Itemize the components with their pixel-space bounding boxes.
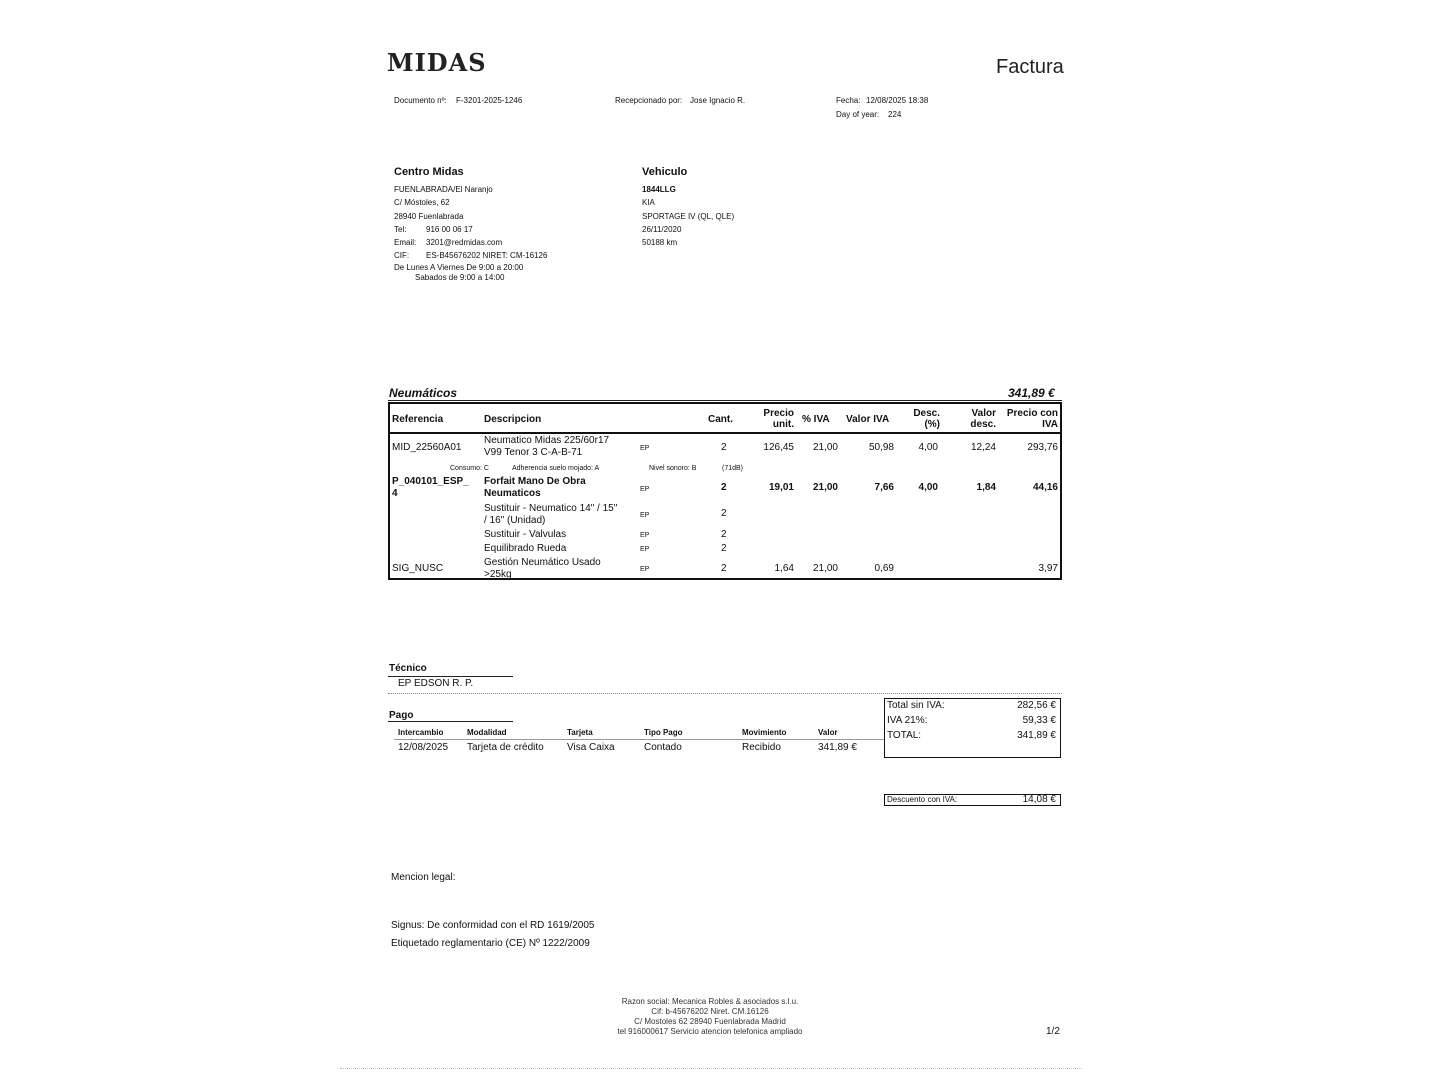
pago-header-tipo-pago: Tipo Pago — [644, 728, 683, 737]
header-desc — [902, 408, 940, 430]
row6-desc2: >25kg — [484, 569, 512, 580]
centro-info — [394, 183, 547, 263]
header-referencia: Referencia — [392, 414, 444, 425]
pago-movimiento: Recibido — [742, 742, 781, 753]
header-valor-iva: Valor IVA — [846, 414, 890, 425]
label-nivel-sonoro: Nivel sonoro: B — [649, 465, 697, 472]
row1-desc: 4,00 — [918, 442, 938, 453]
header-precio-2: unit. — [772, 419, 794, 430]
centro-line2: C/ Móstoles, 62 — [394, 198, 450, 208]
centro-heading: Centro Midas — [394, 166, 464, 178]
descuento-value: 14,08 € — [1022, 794, 1056, 805]
pago-header-movimiento: Movimiento — [742, 728, 787, 737]
row6-desc1: Gestión Neumático Usado — [484, 557, 601, 568]
footer-line1: Razon social: Mecanica Robles & asociados s.l.u. — [621, 997, 799, 1006]
row1-cant: 2 — [721, 442, 727, 453]
row5-ep: EP — [640, 546, 650, 553]
centro-hours-weekday: De Lunes A Viernes De 9:00 a 20:00 — [394, 263, 524, 272]
doc-number-label: Documento nº: — [394, 96, 447, 105]
row5-cant: 2 — [721, 543, 727, 554]
row6-cant: 2 — [721, 563, 727, 574]
vehiculo-heading: Vehiculo — [642, 166, 688, 178]
row4-desc1: Sustituir - Valvulas — [484, 529, 567, 540]
row1-ep: EP — [640, 445, 650, 452]
row1-desc2: V99 Tenor 3 C-A-B-71 — [484, 447, 583, 458]
row2-desc: 4,00 — [918, 482, 938, 493]
vehicle-make: KIA — [642, 198, 655, 208]
row5-desc1: Equilibrado Rueda — [484, 543, 567, 554]
vehicle-date: 26/11/2020 — [642, 224, 682, 234]
header-valor-desc-1: Valor — [971, 408, 996, 419]
pago-intercambio: 12/08/2025 — [398, 742, 449, 753]
company-footer — [560, 997, 860, 1037]
pago-header-modalidad: Modalidad — [467, 728, 507, 737]
row2-ep: EP — [640, 486, 650, 493]
row1-precio: 126,45 — [763, 442, 794, 453]
header-desc-2: (%) — [924, 419, 940, 430]
row1-desc1: Neumatico Midas 225/60r17 — [484, 435, 610, 446]
header-valor-desc — [958, 408, 996, 430]
total-row — [887, 730, 1056, 744]
row6-ep: EP — [640, 566, 650, 573]
header-precio-con-1: Precio con — [1006, 408, 1058, 419]
tecnico-underline — [388, 676, 513, 677]
row2-valor-desc: 1,84 — [976, 482, 996, 493]
pago-valor: 341,89 € — [818, 742, 857, 753]
page-number: 1/2 — [1046, 1026, 1060, 1037]
row3-ep: EP — [640, 512, 650, 519]
cif-label: CIF: — [394, 251, 410, 261]
pago-header-rule — [394, 739, 884, 740]
tecnico-name: EP EDSON R. P. — [398, 678, 474, 689]
midas-logo: MIDAS — [387, 48, 487, 77]
header-cant: Cant. — [708, 414, 733, 425]
etiquetado-note: Etiquetado reglamentario (CE) Nº 1222/2009 — [391, 938, 590, 949]
row2-precio: 19,01 — [768, 482, 794, 493]
category-name: Neumáticos — [389, 386, 458, 400]
centro-tel — [394, 223, 547, 236]
iva-value: 59,33 € — [1022, 715, 1056, 726]
label-db: (71dB) — [722, 465, 744, 472]
pago-modalidad: Tarjeta de crédito — [467, 742, 544, 753]
row6-iva: 21,00 — [812, 563, 838, 574]
day-of-year-value: 224 — [888, 110, 902, 119]
iva-label: IVA 21%: — [887, 715, 928, 726]
pago-header-valor: Valor — [818, 728, 838, 737]
row1-ref: MID_22560A01 — [392, 442, 462, 453]
items-table — [388, 402, 1062, 580]
header-iva: % IVA — [802, 414, 830, 425]
tecnico-heading: Técnico — [389, 663, 427, 674]
date-label: Fecha: — [836, 96, 861, 105]
centro-hours-saturday: Sabados de 9:00 a 14:00 — [415, 273, 505, 282]
cif-value: ES-B45676202 NIRET: CM-16126 — [426, 251, 548, 261]
centro-email — [394, 236, 547, 249]
centro-line1: FUENLABRADA/El Naranjo — [394, 185, 493, 194]
total-value: 341,89 € — [1017, 730, 1056, 741]
row2-iva: 21,00 — [812, 482, 838, 493]
row2-ref1: P_040101_ESP_ — [392, 476, 469, 487]
descuento-label: Descuento con IVA: — [887, 795, 958, 804]
header-precio — [750, 408, 794, 430]
label-adherencia: Adherencia suelo mojado: A — [512, 465, 600, 472]
total-sin-iva-value: 282,56 € — [1017, 700, 1056, 711]
section-divider — [388, 693, 1062, 694]
vehicle-model: SPORTAGE IV (QL, QLE) — [642, 211, 735, 221]
header-precio-con-2: IVA — [1042, 419, 1058, 430]
centro-line3: 28940 Fuenlabrada — [394, 211, 464, 221]
header-valor-desc-2: desc. — [970, 419, 996, 430]
row2-precio-con-iva: 44,16 — [1032, 482, 1058, 493]
pago-underline — [388, 721, 513, 722]
pago-header-intercambio: Intercambio — [398, 728, 444, 737]
row1-precio-con-iva: 293,76 — [1027, 442, 1058, 453]
row1-iva: 21,00 — [812, 442, 838, 453]
pago-header-tarjeta: Tarjeta — [567, 728, 593, 737]
vehicle-km: 50188 km — [642, 238, 678, 248]
row1-valor-desc: 12,24 — [970, 442, 996, 453]
date-value: 12/08/2025 18:38 — [866, 96, 929, 105]
table-header-divider — [390, 432, 1060, 434]
total-sin-iva-row — [887, 700, 1056, 714]
row4-ep: EP — [640, 532, 650, 539]
tel-value: 916 00 06 17 — [426, 224, 473, 234]
doc-number-value: F-3201-2025-1246 — [456, 96, 523, 105]
pago-tipo-pago: Contado — [644, 742, 682, 753]
tel-label: Tel: — [394, 224, 407, 234]
row3-desc2: / 16" (Unidad) — [484, 515, 546, 526]
descuento-box — [884, 794, 1061, 806]
row4-cant: 2 — [721, 529, 727, 540]
vehiculo-info — [642, 183, 734, 249]
email-value: 3201@redmidas.com — [426, 238, 503, 248]
category-total: 341,89 € — [1008, 386, 1055, 400]
document-title: Factura — [996, 56, 1064, 78]
row2-valor-iva: 7,66 — [874, 482, 894, 493]
row3-desc1: Sustituir - Neumatico 14" / 15" — [484, 503, 618, 514]
row6-precio: 1,64 — [774, 563, 794, 574]
footer-line4: tel 916000617 Servicio atencion telefonica ampliado — [617, 1027, 803, 1036]
received-by-label: Recepcionado por: — [615, 96, 683, 105]
email-label: Email: — [394, 238, 417, 248]
label-consumo: Consumo: C — [450, 465, 489, 472]
footer-line3: C/ Mostoles 62 28940 Fuenlabrada Madrid — [634, 1017, 786, 1026]
total-label: TOTAL: — [887, 730, 922, 741]
row2-desc1: Forfait Mano De Obra — [484, 476, 586, 487]
received-by-value: Jose Ignacio R. — [690, 96, 746, 105]
mencion-legal: Mencion legal: — [391, 872, 456, 883]
signus-note: Signus: De conformidad con el RD 1619/2005 — [391, 920, 595, 931]
bottom-edge-line — [340, 1068, 1082, 1069]
row1-valor-iva: 50,98 — [868, 442, 894, 453]
day-of-year-label: Day of year: — [836, 110, 880, 119]
row6-ref: SIG_NUSC — [392, 563, 444, 574]
row2-ref2: 4 — [392, 488, 398, 499]
category-underline — [388, 400, 1062, 401]
centro-cif — [394, 249, 547, 262]
row2-cant: 2 — [721, 482, 727, 493]
total-sin-iva-label: Total sin IVA: — [887, 700, 945, 711]
header-desc-1: Desc. — [913, 408, 940, 419]
row2-desc2: Neumaticos — [484, 488, 541, 499]
row6-valor-iva: 0,69 — [874, 563, 894, 574]
row3-cant: 2 — [721, 508, 727, 519]
iva-row — [887, 715, 1056, 729]
totals-box — [884, 698, 1061, 758]
pago-tarjeta: Visa Caixa — [567, 742, 615, 753]
header-precio-1: Precio — [763, 408, 794, 419]
header-descripcion: Descripcion — [484, 414, 542, 425]
footer-line2: Cif: b-45676202 Niret. CM.16126 — [651, 1007, 769, 1016]
vehicle-plate: 1844LLG — [642, 185, 676, 194]
row6-precio-con-iva: 3,97 — [1038, 563, 1058, 574]
pago-heading: Pago — [389, 710, 414, 721]
header-precio-con-iva — [1000, 408, 1058, 430]
